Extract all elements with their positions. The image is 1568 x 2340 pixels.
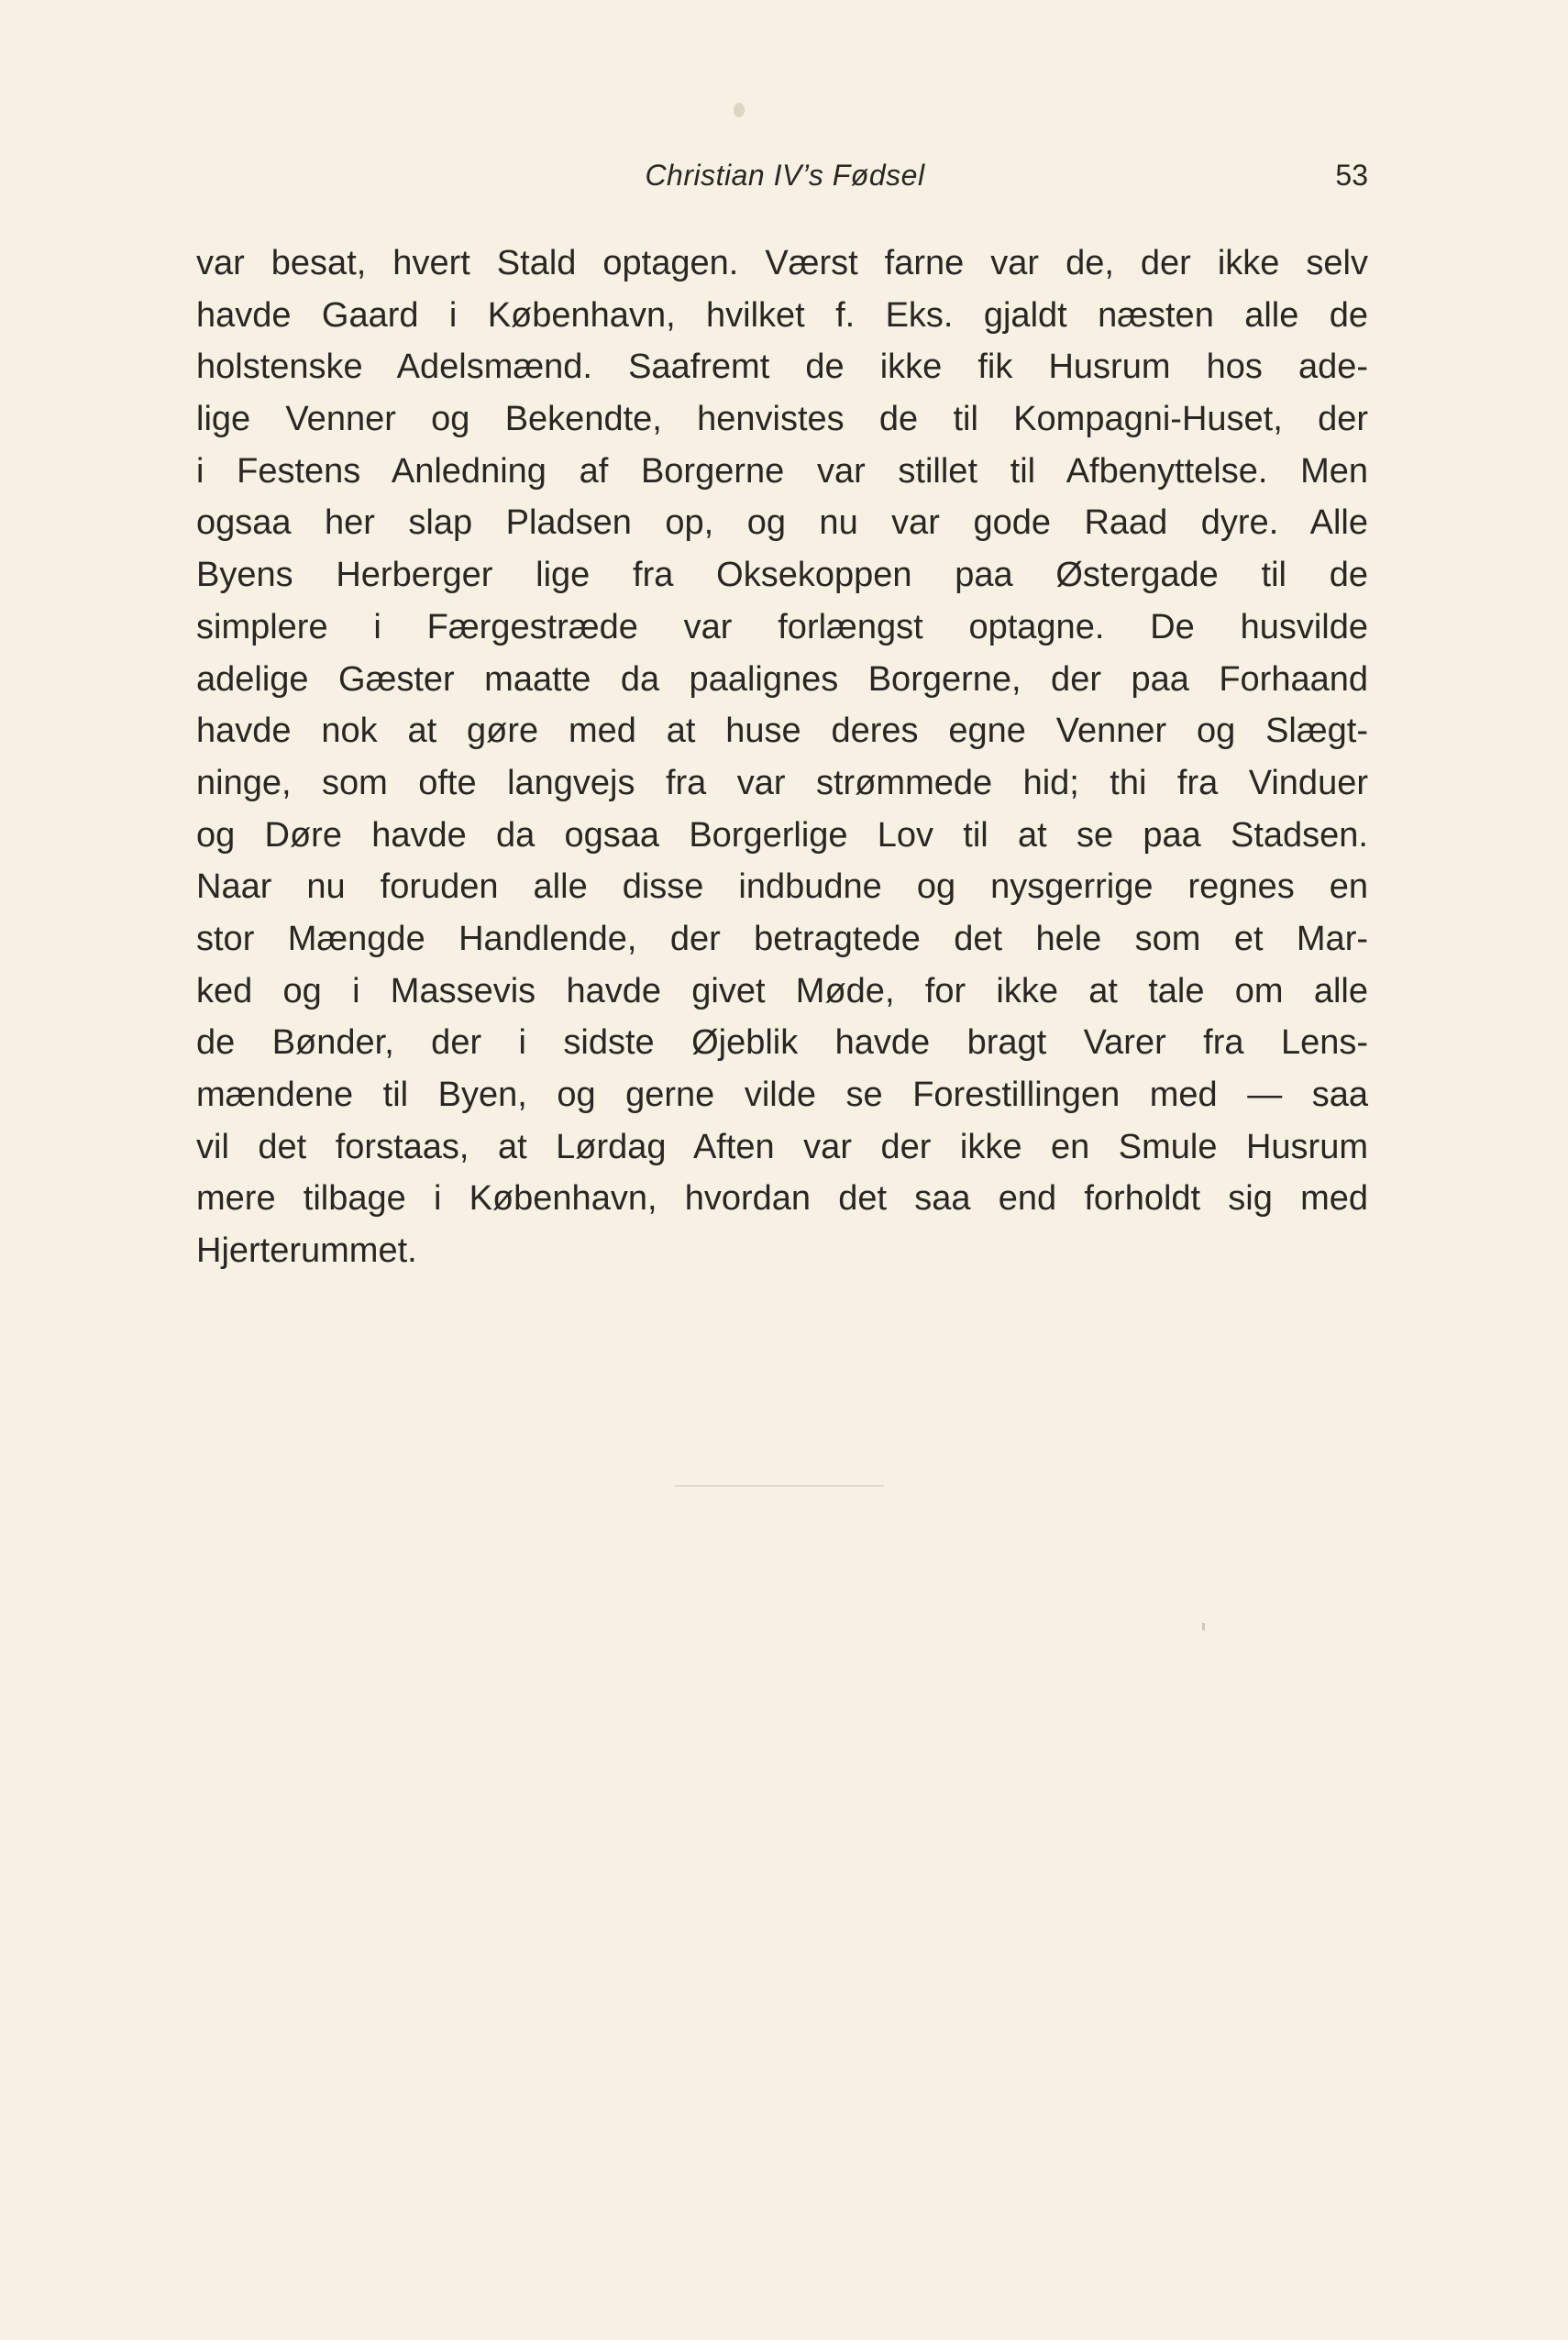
text-line: i Festens Anledning af Borgerne var stillet til Afbenyttelse. Men <box>196 451 1368 491</box>
text-line: og Døre havde da ogsaa Borgerlige Lov til at se paa Stadsen. <box>196 815 1368 855</box>
text-line: lige Venner og Bekendte, henvistes de til Kompagni-Huset, der <box>196 400 1368 439</box>
text-line: Hjerterummet. <box>196 1231 417 1271</box>
body-text <box>196 237 1368 1277</box>
paper-speck <box>734 103 745 117</box>
page-header <box>196 152 1368 198</box>
text-line: vil det forstaas, at Lørdag Aften var der ikke en Smule Husrum <box>196 1127 1368 1166</box>
text-line: holstenske Adelsmænd. Saafremt de ikke fik Husrum hos ade- <box>196 348 1368 387</box>
text-line: stor Mængde Handlende, der betragtede det hele som et Mar- <box>196 919 1368 958</box>
text-line: havde Gaard i København, hvilket f. Eks. gjaldt næsten alle de <box>196 295 1368 335</box>
text-line: var besat, hvert Stald optagen. Værst farne var de, der ikke selv <box>196 244 1368 282</box>
section-divider <box>675 1485 884 1486</box>
page-number: 53 <box>1335 159 1368 192</box>
text-line: ogsaa her slap Pladsen op, og nu var gode Raad dyre. Alle <box>196 503 1368 543</box>
paper-mark <box>1202 1623 1205 1630</box>
text-line: Naar nu foruden alle disse indbudne og nysgerrige regnes en <box>196 867 1368 907</box>
running-title: Christian IV’s Fødsel <box>645 159 925 192</box>
text-line: Byens Herberger lige fra Oksekoppen paa Østergade til de <box>196 556 1368 595</box>
text-line: ked og i Massevis havde givet Møde, for ikke at tale om alle <box>196 971 1368 1010</box>
text-line: simplere i Færgestræde var forlængst optagne. De husvilde <box>196 607 1368 646</box>
text-line: adelige Gæster maatte da paalignes Borgerne, der paa Forhaand <box>196 659 1368 699</box>
text-line: ninge, som ofte langvejs fra var strømmede hid; thi fra Vinduer <box>196 763 1368 802</box>
text-line: havde nok at gøre med at huse deres egne Venner og Slægt- <box>196 712 1368 751</box>
text-line: mere tilbage i København, hvordan det saa end forholdt sig med <box>196 1179 1368 1219</box>
text-line: de Bønder, der i sidste Øjeblik havde bragt Varer fra Lens- <box>196 1023 1368 1063</box>
text-line: mændene til Byen, og gerne vilde se Forestillingen med — saa <box>196 1076 1368 1114</box>
